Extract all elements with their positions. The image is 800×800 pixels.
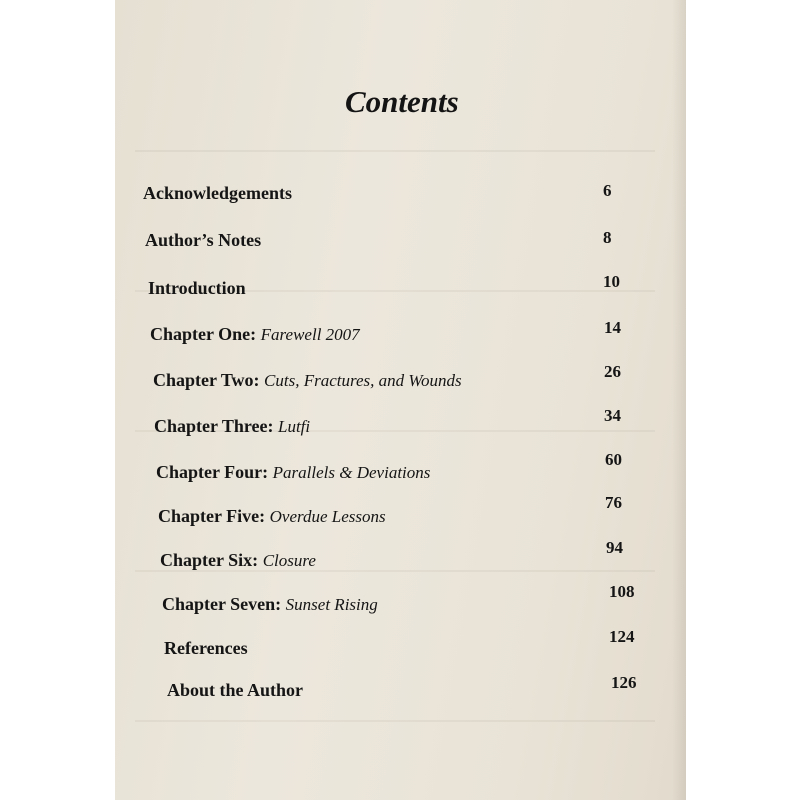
toc-entry-chapter-five (158, 506, 386, 527)
toc-page-number: 10 (603, 272, 620, 291)
toc-entry-about-the-author (167, 680, 303, 701)
toc-entry-label: Chapter Six: (160, 550, 259, 570)
toc-entry-introduction (148, 278, 246, 299)
toc-entry-subtitle: Closure (262, 551, 316, 570)
toc-page-number: 94 (606, 538, 623, 557)
toc-page-number: 76 (605, 493, 622, 512)
toc-entry-chapter-two (153, 370, 462, 391)
toc-entry-label: Chapter One: (150, 324, 257, 344)
bleed-through-line (135, 150, 655, 152)
toc-entry-label: Acknowledgements (143, 183, 292, 203)
toc-page-number: 126 (611, 673, 637, 692)
toc-entry-label: Chapter Three: (154, 416, 274, 436)
toc-entry-subtitle: Overdue Lessons (269, 507, 386, 526)
toc-entry-subtitle: Sunset Rising (285, 595, 378, 614)
toc-entry-subtitle: Parallels & Deviations (272, 463, 431, 482)
toc-entry-chapter-one (150, 324, 360, 345)
toc-page-number: 6 (603, 181, 612, 200)
toc-page-number: 60 (605, 450, 622, 469)
toc-entry-authors-notes (145, 230, 261, 251)
toc-entry-subtitle: Farewell 2007 (260, 325, 360, 344)
page-title: Contents (345, 84, 459, 119)
toc-entry-label: About the Author (167, 680, 304, 700)
toc-entry-subtitle: Cuts, Fractures, and Wounds (264, 371, 462, 390)
toc-page-number: 124 (609, 627, 635, 646)
toc-page-number: 34 (604, 406, 621, 425)
book-page (115, 0, 686, 800)
toc-entry-subtitle: Lutfi (278, 417, 311, 436)
toc-entry-chapter-three (154, 416, 310, 437)
toc-entry-label: Introduction (148, 278, 246, 298)
bleed-through-line (135, 720, 655, 722)
toc-entry-chapter-four (156, 462, 430, 483)
toc-entry-label: References (164, 638, 248, 658)
toc-entry-chapter-seven (162, 594, 378, 615)
toc-page-number: 14 (604, 318, 621, 337)
toc-entry-label: Chapter Two: (153, 370, 260, 390)
toc-page-number: 108 (609, 582, 635, 601)
toc-entry-references (164, 638, 248, 659)
toc-entry-label: Chapter Five: (158, 506, 266, 526)
toc-page-number: 26 (604, 362, 621, 381)
toc-entry-label: Chapter Four: (156, 462, 269, 482)
toc-entry-label: Chapter Seven: (162, 594, 282, 614)
toc-entry-acknowledgements (143, 183, 292, 204)
toc-entry-label: Author’s Notes (145, 230, 262, 250)
toc-entry-chapter-six (160, 550, 316, 571)
toc-page-number: 8 (603, 228, 612, 247)
